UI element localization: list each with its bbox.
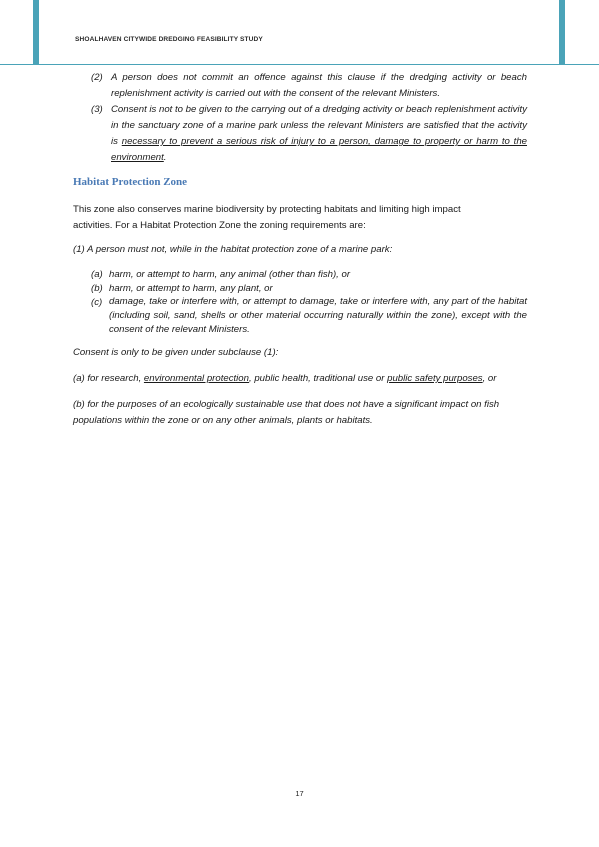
item-c-text: damage, take or interfere with, or attempt to damage, take or interfere with, any part of the habitat (including soil, sand, shells or other material occurring naturally within the zone), except with the consent of the relevant Ministers. xyxy=(109,296,527,335)
item-a-text: harm, or attempt to harm, any animal (other than fish), or xyxy=(109,269,351,280)
clause-3-number: (3) xyxy=(91,104,103,115)
consent-paragraph-a: (a) for research, environmental protection, public health, traditional use or public safety purposes, or xyxy=(73,373,497,384)
item-b-text: harm, or attempt to harm, any plant, or xyxy=(109,283,273,294)
clause-3-underlined-text: necessary to prevent a serious risk of injury to a person, damage to property or harm to the environment xyxy=(111,136,528,163)
consent-line: Consent is only to be given under subclause (1): xyxy=(73,347,279,358)
page-number: 17 xyxy=(295,789,304,798)
underlined-environmental-protection: environmental protection xyxy=(143,373,249,384)
underlined-public-safety-purposes: public safety purposes xyxy=(387,373,483,384)
clause-2-number: (2) xyxy=(91,72,103,83)
subclause-1: (1) A person must not, while in the habitat protection zone of a marine park: xyxy=(73,244,393,255)
item-a-number: (a) xyxy=(91,269,103,280)
clause-2-text: A person does not commit an offence against this clause if the dredging activity or beach replenishment activity is carried out with the consent of the relevant Ministers. xyxy=(111,72,527,99)
clause-3-text: Consent is not to be given to the carrying out of a dredging activity or beach replenishment activity in the sanctuary zone of a marine park unless the relevant Ministers are satisfied that the activity is necessary to prevent a serious risk of injury to a person, damage to property or harm to the environment. xyxy=(111,104,528,163)
header-right-accent xyxy=(559,0,565,64)
item-c-number: (c) xyxy=(91,297,103,308)
section-heading: Habitat Protection Zone xyxy=(73,176,188,188)
header-left-accent xyxy=(33,0,39,64)
intro-paragraph: This zone also conserves marine biodiversity by protecting habitats and limiting high impact activities. For a Habitat Protection Zone the zoning requirements are: xyxy=(73,204,461,231)
consent-paragraph-b: (b) for the purposes of an ecologically sustainable use that does not have a significant impact on fish populations within the zone or on any other animals, plants or habitats. xyxy=(73,399,500,426)
header-divider xyxy=(0,64,599,65)
document-header-title: SHOALHAVEN CITYWIDE DREDGING FEASIBILITY STUDY xyxy=(75,36,263,43)
item-b-number: (b) xyxy=(91,283,103,294)
